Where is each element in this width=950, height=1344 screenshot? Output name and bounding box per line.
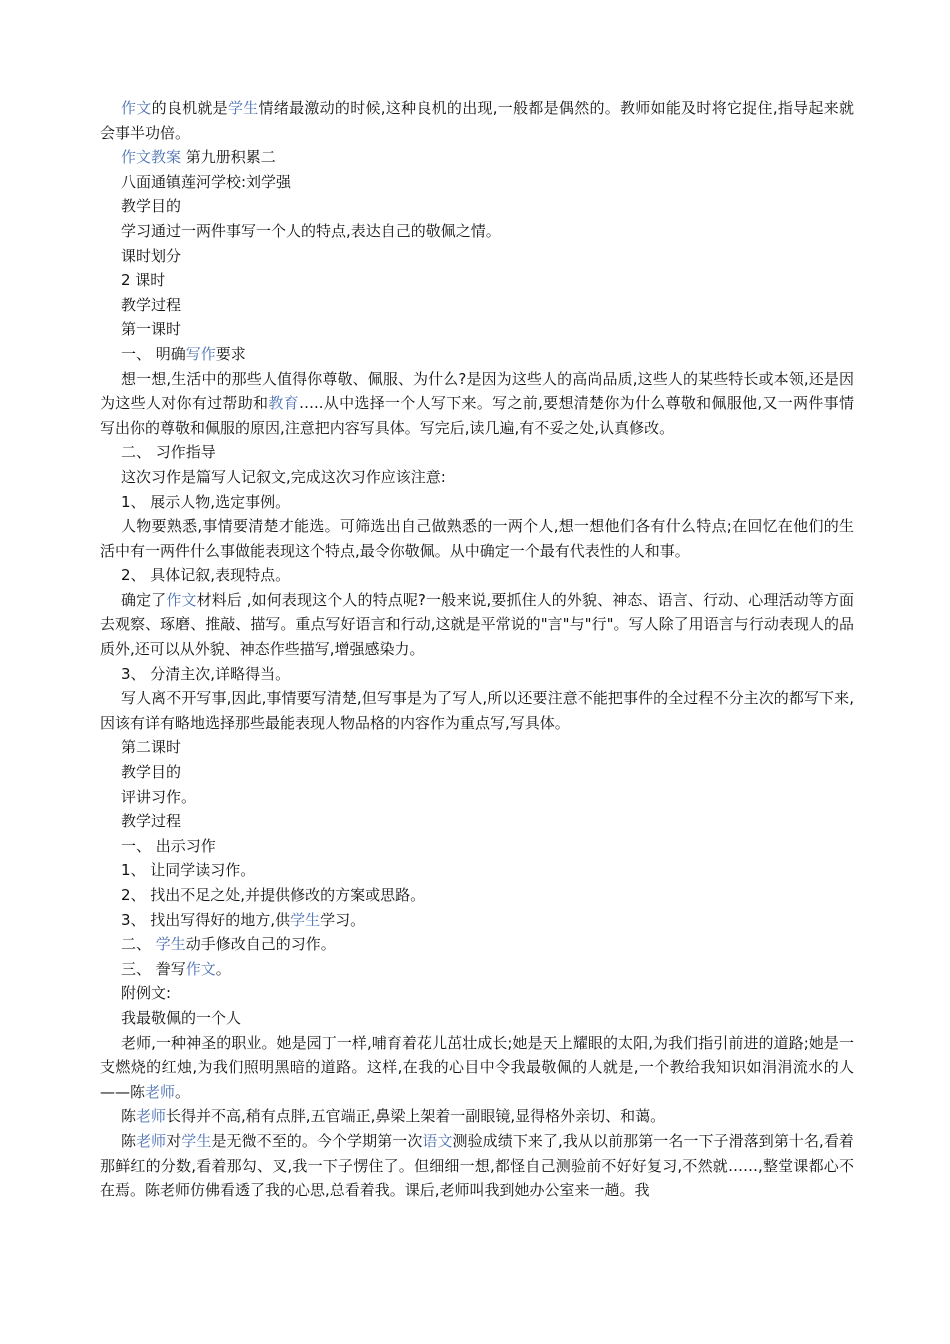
paragraph — [100, 760, 854, 785]
text-run: 3、 分清主次,详略得当。 — [121, 664, 291, 683]
paragraph — [100, 981, 854, 1006]
keyword-link[interactable]: 老师 — [136, 1107, 167, 1126]
keyword-link[interactable]: 老师 — [136, 1131, 167, 1150]
text-run: 一、 出示习作 — [121, 836, 216, 855]
paragraph — [100, 219, 854, 244]
text-run: 三、 誊写 — [121, 959, 186, 978]
text-run: 的良机就是 — [151, 99, 228, 117]
text-run: 1、 让同学读习作。 — [121, 861, 256, 880]
text-run: …..从中选择一个人写下来。写之前,要想清楚你为什么尊敬和佩服他,又一两件事情写出你的尊敬和佩服的原因,注意把内容写具体。写完后,读几遍,有不妥之处,认真修改。 — [100, 394, 854, 437]
paragraph — [100, 96, 854, 145]
paragraph — [100, 662, 854, 687]
keyword-link[interactable]: 学生 — [155, 935, 186, 954]
text-run: 写人离不开写事,因此,事情要写清楚,但写事是为了写人,所以还要注意不能把事件的全过程不分主次的都写下来,因该有详有略地选择那些最能表现人物品格的内容作为重点写,写具体。 — [100, 689, 854, 732]
keyword-link[interactable]: 作文 — [166, 590, 197, 609]
paragraph — [100, 244, 854, 269]
keyword-link[interactable]: 老师 — [145, 1082, 176, 1101]
text-run: 动手修改自己的习作。 — [185, 935, 336, 954]
text-run: 长得并不高,稍有点胖,五官端正,鼻梁上架着一副眼镜,显得格外亲切、和蔼。 — [166, 1107, 666, 1126]
paragraph — [100, 686, 854, 735]
text-run: 二、 习作指导 — [121, 443, 216, 462]
text-run: 2、 找出不足之处,并提供修改的方案或思路。 — [121, 886, 426, 904]
paragraph — [100, 735, 854, 760]
text-run: 八面通镇莲河学校:刘学强 — [121, 172, 292, 191]
text-run: 材料后 ,如何表现这个人的特点呢?一般来说,要抓住人的外貌、神态、语言、行动、心理活动等方面去观察、琢磨、推敲、描写。重点写好语言和行动,这就是平常说的"言"与"行"。写人除了用语言与行动表现人的品质外,还可以从外貌、神态作些描写,增强感染力。 — [100, 590, 854, 659]
paragraph — [100, 1129, 854, 1203]
text-run: 陈 — [121, 1107, 137, 1126]
keyword-link[interactable]: 学生 — [290, 910, 321, 929]
paragraph — [100, 490, 854, 515]
text-run: 学习。 — [320, 910, 366, 929]
text-run: 对 — [166, 1131, 182, 1150]
text-run: 人物要熟悉,事情要清楚才能选。可筛选出自己做熟悉的一两个人,想一想他们各有什么特点;在回忆在他们的生活中有一两件什么事做能表现这个特点,最令你敬佩。从中确定一个最有代表性的人和事。 — [100, 517, 854, 560]
text-run: 我最敬佩的一个人 — [121, 1008, 242, 1027]
paragraph — [100, 908, 854, 933]
paragraph — [100, 268, 854, 293]
paragraph — [100, 932, 854, 957]
keyword-link[interactable]: 学生 — [181, 1131, 212, 1150]
text-run: 想一想,生活中的那些人值得你尊敬、佩服、为什么?是因为这些人的高尚品质,这些人的某些特长或本领,还是因为这些人对你有过帮助和 — [100, 369, 854, 413]
text-run: 教学过程 — [121, 812, 182, 831]
document-body — [100, 96, 854, 1203]
text-run: 一、 明确 — [121, 344, 186, 363]
keyword-link[interactable]: 学生 — [227, 99, 259, 117]
paragraph — [100, 957, 854, 982]
keyword-link[interactable]: 作文教案 — [121, 148, 182, 167]
text-run: 第一课时 — [121, 320, 182, 339]
text-run: 教学目的 — [121, 197, 182, 216]
text-run: 教学过程 — [121, 295, 182, 314]
text-run: 是无微不至的。今个学期第一次 — [211, 1131, 423, 1150]
text-run: 老师,一种神圣的职业。她是园丁一样,哺育着花儿茁壮成长;她是天上耀眼的太阳,为我们指引前进的道路;她是一支燃烧的红烛,为我们照明黑暗的道路。这样,在我的心目中令我最敬佩的人就是,一个教给我知识如涓涓流水的人——陈 — [100, 1033, 854, 1101]
paragraph — [100, 293, 854, 318]
paragraph — [100, 465, 854, 490]
text-run: 这次习作是篇写人记叙文,完成这次习作应该注意: — [121, 467, 446, 486]
text-run: 教学目的 — [121, 763, 182, 782]
paragraph — [100, 834, 854, 859]
text-run: 1、 展示人物,选定事例。 — [121, 492, 291, 511]
paragraph — [100, 1006, 854, 1031]
text-run: 测验成绩下来了,我从以前那第一名一下子滑落到第十名,看着那鲜红的分数,看着那勾、叉,我一下子愣住了。但细细一想,都怪自己测验前不好好复习,不然就……,整堂课都心不在焉。陈老师仿佛看透了我的心思,总看着我。课后,老师叫我到她办公室来一趟。我 — [100, 1131, 854, 1200]
keyword-link[interactable]: 写作 — [185, 344, 216, 363]
text-run: 附例文: — [121, 984, 172, 1003]
text-run: 第九册积累二 — [181, 148, 276, 167]
paragraph — [100, 194, 854, 219]
paragraph — [100, 588, 854, 662]
text-run: 学习通过一两件事写一个人的特点,表达自己的敬佩之情。 — [121, 221, 501, 240]
paragraph — [100, 440, 854, 465]
text-run: 情绪最激动的时候,这种良机的出现,一般都是偶然的。教师如能及时将它捉住,指导起来就会事半功倍。 — [100, 99, 854, 142]
text-run: 课时划分 — [121, 246, 182, 265]
text-run: 第二课时 — [121, 738, 182, 757]
paragraph — [100, 1104, 854, 1129]
keyword-link[interactable]: 作文 — [185, 959, 216, 978]
text-run: 2 课时 — [121, 271, 166, 290]
keyword-link[interactable]: 教育 — [268, 394, 299, 413]
paragraph — [100, 317, 854, 342]
text-run: 2、 具体记叙,表现特点。 — [121, 566, 291, 585]
paragraph — [100, 170, 854, 195]
text-run: 二、 — [121, 935, 156, 954]
text-run: 确定了 — [121, 590, 167, 609]
paragraph — [100, 809, 854, 834]
paragraph — [100, 145, 854, 170]
text-run: 要求 — [215, 344, 246, 363]
text-run: 。 — [175, 1082, 191, 1101]
text-run: 评讲习作。 — [121, 787, 197, 806]
text-run: 陈 — [121, 1131, 137, 1150]
paragraph — [100, 883, 854, 908]
paragraph — [100, 1031, 854, 1105]
paragraph — [100, 342, 854, 367]
paragraph — [100, 367, 854, 441]
paragraph — [100, 785, 854, 810]
text-run: 。 — [215, 959, 231, 978]
paragraph — [100, 858, 854, 883]
paragraph — [100, 514, 854, 563]
keyword-link[interactable]: 语文 — [422, 1131, 453, 1150]
text-run: 3、 找出写得好的地方,供 — [121, 910, 291, 929]
keyword-link[interactable]: 作文 — [121, 99, 152, 117]
paragraph — [100, 563, 854, 588]
